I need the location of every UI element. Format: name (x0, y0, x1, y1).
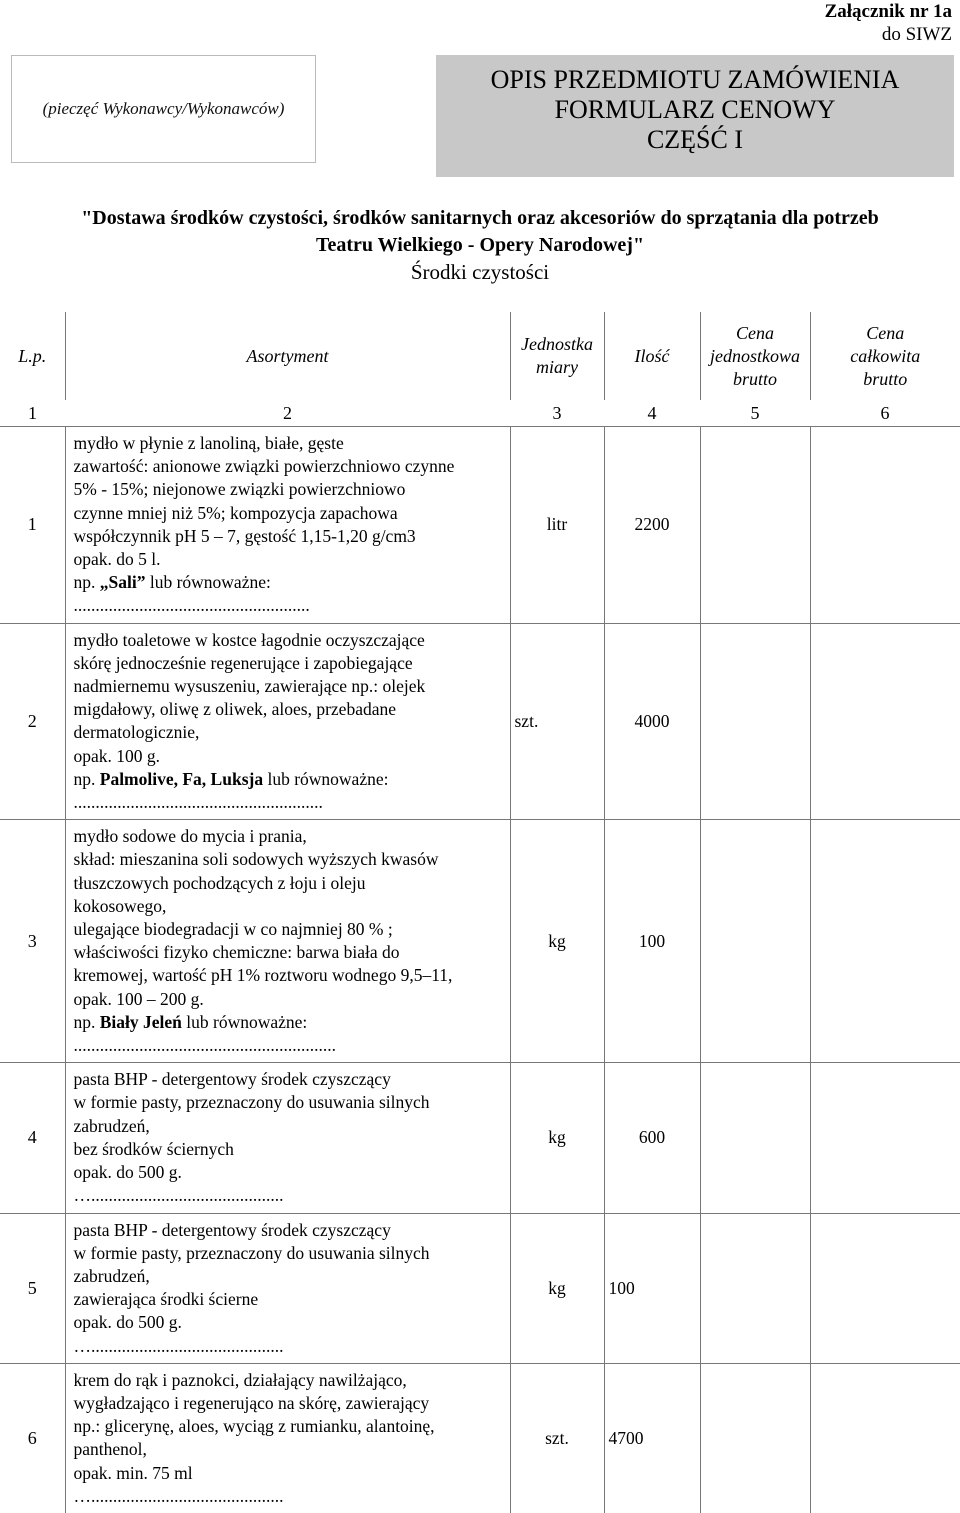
description-line: panthenol, (74, 1438, 506, 1461)
description-line: zabrudzeń, (74, 1115, 506, 1138)
description-line: zawartość: anionowe związki powierzchniowo czynne (74, 455, 506, 478)
row-total-price-cell[interactable] (810, 1213, 960, 1363)
description-line: czynne mniej niż 5%; kompozycja zapachowa (74, 502, 506, 525)
description-line: krem do rąk i paznokci, działający nawilżająco, (74, 1369, 506, 1392)
column-number-row (0, 400, 960, 427)
row-description (65, 1063, 510, 1213)
row-lp: 6 (0, 1363, 65, 1513)
brand-line (74, 1011, 506, 1034)
row-lp: 1 (0, 427, 65, 624)
column-number: 4 (604, 400, 700, 427)
contractor-stamp-box (11, 55, 316, 163)
row-qty: 4700 (604, 1363, 700, 1513)
title-line: CZĘŚĆ I (436, 125, 954, 155)
description-line: tłuszczowych pochodzących z łoju i oleju (74, 872, 506, 895)
header-line: brutto (811, 368, 960, 391)
row-description (65, 820, 510, 1063)
row-qty: 600 (604, 1063, 700, 1213)
header-line: całkowita (811, 345, 960, 368)
heading-line: Teatru Wielkiego - Opery Narodowej" (0, 232, 960, 259)
row-unit-price-cell[interactable] (700, 1063, 810, 1213)
row-lp: 5 (0, 1213, 65, 1363)
row-unit-price-cell[interactable] (700, 1363, 810, 1513)
header-cena-jednostkowa (700, 312, 810, 400)
description-line: mydło sodowe do mycia i prania, (74, 825, 506, 848)
heading-line: "Dostawa środków czystości, środków sanitarnych oraz akcesoriów do sprzątania dla potrzeb (0, 205, 960, 232)
header-ilosc: Ilość (604, 312, 700, 400)
row-qty: 4000 (604, 623, 700, 820)
table-row (0, 1363, 960, 1513)
description-line: kokosowego, (74, 895, 506, 918)
brand-name: „Sali” (100, 572, 146, 592)
row-unit: kg (510, 820, 604, 1063)
header-cena-calkowita (810, 312, 960, 400)
description-line: ulegające biodegradacji w co najmniej 80 % ; (74, 918, 506, 941)
brand-line (74, 571, 506, 594)
row-qty: 100 (604, 1213, 700, 1363)
table-row (0, 427, 960, 624)
row-unit: kg (510, 1213, 604, 1363)
description-line: wygładzająco i regenerująco na skórę, zawierający (74, 1392, 506, 1415)
brand-prefix: np. (74, 1012, 100, 1032)
header-lp: L.p. (0, 312, 65, 400)
description-line: opak. min. 75 ml (74, 1462, 506, 1485)
row-unit: szt. (510, 623, 604, 820)
row-total-price-cell[interactable] (810, 427, 960, 624)
row-lp: 4 (0, 1063, 65, 1213)
row-qty: 2200 (604, 427, 700, 624)
row-description (65, 623, 510, 820)
row-unit-price-cell[interactable] (700, 820, 810, 1063)
tender-heading (0, 205, 960, 259)
fill-in-dots[interactable]: ...................................................... (74, 594, 506, 617)
description-line: skórę jednocześnie regenerujące i zapobiegające (74, 652, 506, 675)
column-number: 1 (0, 400, 65, 427)
row-unit-price-cell[interactable] (700, 1213, 810, 1363)
table-row (0, 623, 960, 820)
annex-title: Załącznik nr 1a (825, 0, 952, 23)
row-description (65, 1363, 510, 1513)
section-subheading: Środki czystości (0, 260, 960, 285)
row-unit: szt. (510, 1363, 604, 1513)
column-number: 3 (510, 400, 604, 427)
description-line: w formie pasty, przeznaczony do usuwania silnych (74, 1242, 506, 1265)
price-form-table (0, 312, 960, 1513)
description-line: opak. 100 – 200 g. (74, 988, 506, 1011)
description-line: pasta BHP - detergentowy środek czyszczący (74, 1068, 506, 1091)
description-line: migdałowy, oliwę z oliwek, aloes, przebadane (74, 698, 506, 721)
header-line: miary (511, 356, 604, 379)
row-description (65, 1213, 510, 1363)
table-row (0, 1063, 960, 1213)
row-total-price-cell[interactable] (810, 623, 960, 820)
annex-label (825, 0, 952, 46)
stamp-label: (pieczęć Wykonawcy/Wykonawców) (43, 99, 285, 119)
header-asortyment: Asortyment (65, 312, 510, 400)
brand-suffix: lub równoważne: (263, 769, 388, 789)
description-line: 5% - 15%; niejonowe związki powierzchniowo (74, 478, 506, 501)
row-unit: litr (510, 427, 604, 624)
header-line: jednostkowa (701, 345, 810, 368)
brand-prefix: np. (74, 769, 100, 789)
row-total-price-cell[interactable] (810, 1063, 960, 1213)
row-total-price-cell[interactable] (810, 1363, 960, 1513)
fill-in-dots[interactable]: …............................................ (74, 1335, 506, 1358)
description-line: mydło w płynie z lanoliną, białe, gęste (74, 432, 506, 455)
table-row (0, 820, 960, 1063)
description-line: dermatologicznie, (74, 721, 506, 744)
description-line: opak. do 500 g. (74, 1311, 506, 1334)
brand-line (74, 768, 506, 791)
description-line: opak. do 500 g. (74, 1161, 506, 1184)
description-line: opak. 100 g. (74, 745, 506, 768)
brand-name: Palmolive, Fa, Luksja (100, 769, 263, 789)
description-line: nadmiernemu wysuszeniu, zawierające np.: olejek (74, 675, 506, 698)
description-line: w formie pasty, przeznaczony do usuwania silnych (74, 1091, 506, 1114)
description-line: bez środków ściernych (74, 1138, 506, 1161)
title-line: FORMULARZ CENOWY (436, 95, 954, 125)
brand-suffix: lub równoważne: (145, 572, 270, 592)
header-line: Cena (701, 322, 810, 345)
description-line: współczynnik pH 5 – 7, gęstość 1,15-1,20 g/cm3 (74, 525, 506, 548)
column-number: 6 (810, 400, 960, 427)
table-header-row (0, 312, 960, 400)
document-title-box (436, 55, 954, 177)
table-row (0, 1213, 960, 1363)
header-line: Jednostka (511, 333, 604, 356)
fill-in-dots[interactable]: ............................................................ (74, 1034, 506, 1057)
description-line: skład: mieszanina soli sodowych wyższych kwasów (74, 848, 506, 871)
fill-in-dots[interactable]: …............................................ (74, 1184, 506, 1207)
row-description (65, 427, 510, 624)
column-number: 5 (700, 400, 810, 427)
description-line: np.: glicerynę, aloes, wyciąg z rumianku, alantoinę, (74, 1415, 506, 1438)
row-lp: 3 (0, 820, 65, 1063)
row-unit-price-cell[interactable] (700, 427, 810, 624)
title-line: OPIS PRZEDMIOTU ZAMÓWIENIA (436, 65, 954, 95)
header-jednostka (510, 312, 604, 400)
row-unit: kg (510, 1063, 604, 1213)
row-unit-price-cell[interactable] (700, 623, 810, 820)
description-line: kremowej, wartość pH 1% roztworu wodnego 9,5–11, (74, 964, 506, 987)
fill-in-dots[interactable]: …............................................ (74, 1485, 506, 1508)
annex-subtitle: do SIWZ (825, 23, 952, 46)
brand-prefix: np. (74, 572, 100, 592)
header-line: Cena (811, 322, 960, 345)
description-line: mydło toaletowe w kostce łagodnie oczyszczające (74, 629, 506, 652)
description-line: opak. do 5 l. (74, 548, 506, 571)
row-qty: 100 (604, 820, 700, 1063)
description-line: zabrudzeń, (74, 1265, 506, 1288)
row-total-price-cell[interactable] (810, 820, 960, 1063)
brand-name: Biały Jeleń (100, 1012, 182, 1032)
header-line: brutto (701, 368, 810, 391)
description-line: pasta BHP - detergentowy środek czyszczący (74, 1219, 506, 1242)
description-line: zawierająca środki ścierne (74, 1288, 506, 1311)
brand-suffix: lub równoważne: (182, 1012, 307, 1032)
description-line: właściwości fizyko chemiczne: barwa biała do (74, 941, 506, 964)
fill-in-dots[interactable]: ......................................................... (74, 791, 506, 814)
column-number: 2 (65, 400, 510, 427)
row-lp: 2 (0, 623, 65, 820)
